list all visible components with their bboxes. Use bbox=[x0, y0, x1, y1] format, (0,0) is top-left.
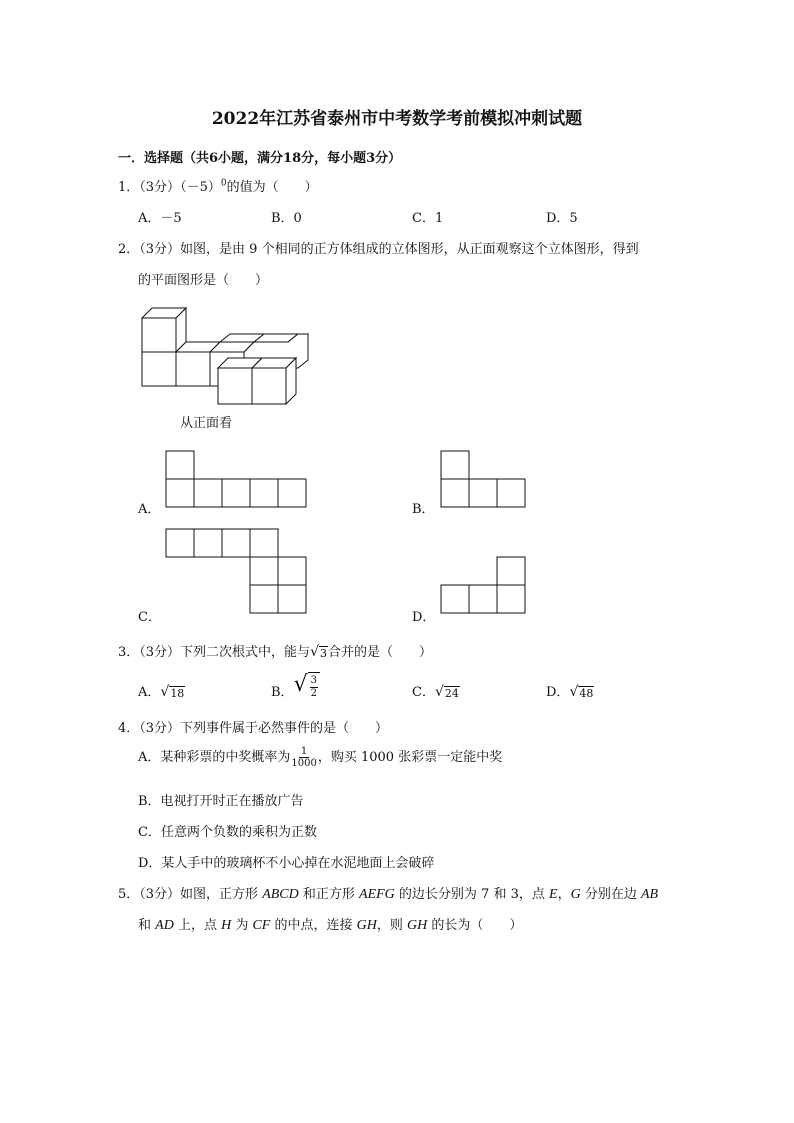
q4-stem: （3分）下列事件属于必然事件的是（ ） bbox=[139, 721, 389, 736]
q3-option-c: C． √ 24 bbox=[412, 684, 459, 700]
q2-stem-line2: 的平面图形是（ ） bbox=[138, 273, 269, 288]
q3-option-b: B． √ $\frac{3}{2}$ bbox=[271, 670, 320, 700]
q2-option-d-figure bbox=[440, 556, 530, 616]
q5-text: 的边长分别为 7 和 3，点 bbox=[394, 887, 549, 902]
q5-var-abcd: ABCD bbox=[262, 887, 299, 902]
q5-text: 上，点 bbox=[173, 918, 222, 933]
q3-label-b: B． bbox=[271, 685, 294, 700]
q1-score: （3分） bbox=[139, 180, 181, 195]
question-4 bbox=[118, 717, 388, 736]
q2-stem-line1: （3分）如图，是由 9 个相同的正方体组成的立体图形，从正面观察这个立体图形，得到 bbox=[139, 242, 639, 257]
q5-var-cf: CF bbox=[252, 918, 271, 933]
cube-figure bbox=[138, 304, 313, 408]
q2-option-b-figure bbox=[440, 450, 530, 510]
figure-caption: 从正面看 bbox=[180, 416, 233, 431]
q1-option-c: C．1 bbox=[412, 211, 444, 226]
q2-label-a: A． bbox=[138, 502, 161, 517]
question-3 bbox=[118, 641, 432, 660]
q2-label-d: D． bbox=[412, 610, 436, 625]
q3-stem-pre: （3分）下列二次根式中，能与 bbox=[139, 645, 311, 660]
q3-label-c: C． bbox=[412, 685, 435, 700]
q5-text: 和正方形 bbox=[298, 887, 360, 902]
q5-var-e: E bbox=[549, 887, 558, 902]
q1-number: 1． bbox=[118, 180, 140, 195]
q4-option-d: D．某人手中的玻璃杯不小心掉在水泥地面上会破碎 bbox=[138, 856, 435, 871]
q3-radical: √ 3 bbox=[310, 644, 327, 660]
q5-text: 和 bbox=[138, 918, 156, 933]
q5-var-gh: GH bbox=[407, 918, 428, 933]
q3-b-denominator: 2 bbox=[310, 688, 317, 699]
q3-label-a: A． bbox=[138, 685, 161, 700]
question-2 bbox=[118, 238, 639, 257]
q4-a-numerator: 1 bbox=[300, 746, 308, 757]
q5-text: 分别在边 bbox=[580, 887, 641, 902]
q3-stem-post: 合并的是（ ） bbox=[327, 645, 432, 660]
q1-option-d: D．5 bbox=[546, 211, 578, 226]
q5-var-ad: AD bbox=[155, 918, 174, 933]
q4-number: 4． bbox=[118, 721, 140, 736]
question-5-line2 bbox=[138, 914, 522, 934]
q3-radicand: 3 bbox=[319, 647, 327, 660]
q5-text: 为 bbox=[231, 918, 253, 933]
q1-option-b: B．0 bbox=[271, 211, 302, 226]
q2-option-c-figure bbox=[165, 528, 310, 616]
q1-option-a: A．－5 bbox=[138, 211, 182, 226]
q5-var-ab: AB bbox=[640, 887, 659, 902]
q4-option-c: C．任意两个负数的乘积为正数 bbox=[138, 825, 317, 840]
q5-text: 的中点，连接 bbox=[270, 918, 357, 933]
q5-text: ，则 bbox=[376, 918, 407, 933]
q4-option-b: B．电视打开时正在播放广告 bbox=[138, 794, 304, 809]
q5-text: 的长为（ ） bbox=[427, 918, 523, 933]
q3-a-radicand: 18 bbox=[170, 687, 185, 700]
q5-var-g: G bbox=[570, 887, 581, 902]
q1-base: （－5） bbox=[180, 180, 221, 195]
question-1 bbox=[118, 176, 318, 195]
q5-var-gh: GH bbox=[356, 918, 377, 933]
q2-label-b: B． bbox=[412, 502, 435, 517]
q3-label-d: D． bbox=[546, 685, 570, 700]
q5-text: （3分）如图，正方形 bbox=[139, 887, 263, 902]
q2-label-c: C． bbox=[138, 610, 161, 625]
q4-a-pre: A．某种彩票的中奖概率为 bbox=[138, 750, 291, 765]
q3-option-a: A． √ 18 bbox=[138, 684, 185, 700]
q4-a-post: ，购买 1000 张彩票一定能中奖 bbox=[317, 750, 503, 765]
q3-number: 3． bbox=[118, 645, 140, 660]
page-title: 2022年江苏省泰州市中考数学考前模拟冲刺试题 bbox=[211, 109, 583, 129]
q5-var-aefg: AEFG bbox=[359, 887, 395, 902]
q2-option-a-figure bbox=[165, 450, 310, 510]
q4-option-a bbox=[138, 746, 502, 769]
q3-option-d: D． √ 48 bbox=[546, 684, 594, 700]
q5-text: ， bbox=[557, 887, 571, 902]
q1-tail: 的值为（ ） bbox=[226, 180, 318, 195]
q1-exponent: 0 bbox=[220, 178, 227, 189]
q4-a-denominator: 1000 bbox=[291, 758, 317, 769]
section-heading: 一．选择题（共6小题，满分18分，每小题3分） bbox=[118, 151, 402, 166]
q3-c-radicand: 24 bbox=[444, 687, 459, 700]
q4-a-fraction bbox=[291, 746, 316, 769]
q3-d-radicand: 48 bbox=[579, 687, 594, 700]
q5-number: 5． bbox=[118, 887, 140, 902]
q3-b-numerator: 3 bbox=[310, 675, 317, 686]
q2-number: 2． bbox=[118, 242, 140, 257]
question-5 bbox=[118, 883, 658, 903]
q5-var-h: H bbox=[221, 918, 232, 933]
